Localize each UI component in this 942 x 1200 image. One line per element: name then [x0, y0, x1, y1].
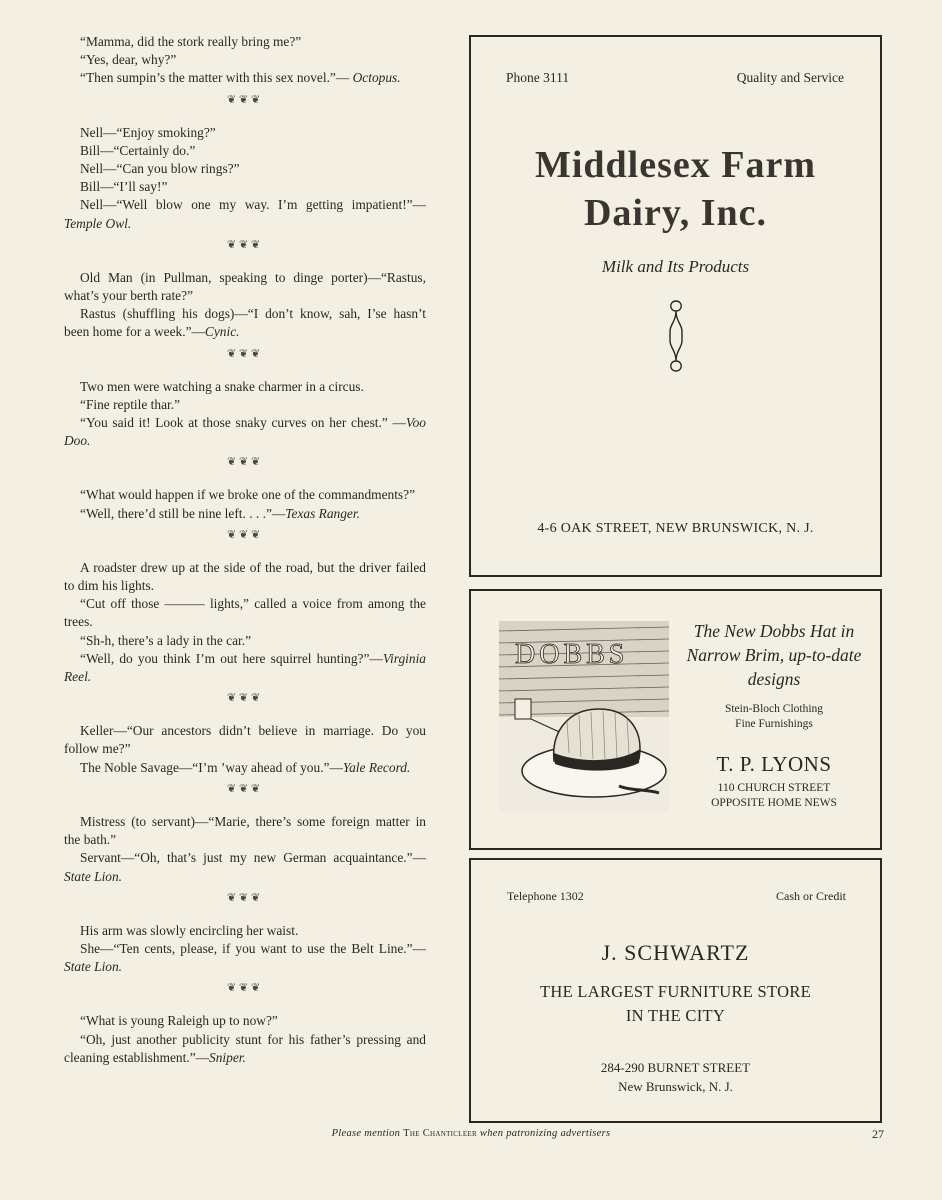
joke-line: Mistress (to servant)—“Marie, there’s some foreign matter in the bath.”	[64, 813, 426, 848]
joke-line: “Fine reptile thar.”	[80, 396, 181, 412]
jokes-column	[64, 33, 426, 1067]
schwartz-slogan: THE LARGEST FURNITURE STORE IN THE CITY	[539, 982, 812, 1025]
joke-line: Keller—“Our ancestors didn’t believe in marriage. Do you follow me?”	[64, 723, 426, 757]
svg-text:DOBBS: DOBBS	[515, 639, 629, 670]
joke	[64, 922, 426, 977]
joke-source: Sniper.	[209, 1049, 246, 1065]
joke-source: Octopus.	[352, 70, 401, 86]
joke-line: “You said it! Look at those snaky curves on her chest.” —Voo Doo.	[64, 415, 426, 449]
joke-line: “Well, do you think I’m out here squirrel hunting?”—Virginia Reel.	[64, 650, 426, 685]
ornament-separator	[64, 983, 426, 997]
ornament-separator	[64, 893, 426, 907]
joke-source: State Lion.	[64, 868, 123, 884]
ornament-separator	[64, 457, 426, 471]
joke	[64, 269, 426, 342]
joke	[64, 378, 426, 451]
joke	[64, 486, 426, 522]
joke	[64, 722, 426, 777]
joke-line: Nell—“Enjoy smoking?”	[80, 124, 216, 140]
scroll-ornament-icon	[661, 297, 691, 375]
joke	[64, 124, 426, 233]
lyons-advertisement	[469, 589, 882, 850]
ornament-separator	[64, 784, 426, 798]
dairy-phone: Phone 3111	[506, 70, 570, 85]
joke-line: “Mamma, did the stork really bring me?”	[80, 34, 302, 49]
dairy-name: Middlesex Farm Dairy, Inc.	[534, 144, 816, 234]
joke-line: A roadster drew up at the side of the road, but the driver failed to dim his lights.	[64, 559, 426, 594]
joke-line: “Well, there’d still be nine left. . . .”—Texas Ranger.	[80, 505, 360, 521]
joke-line: Servant—“Oh, that’s just my new German acquaintance.”—State Lion.	[64, 850, 426, 884]
joke-line: Bill—“Certainly do.”	[80, 142, 196, 158]
dairy-address: 4-6 OAK STREET, NEW BRUNSWICK, N. J.	[537, 521, 814, 536]
joke-line: She—“Ten cents, please, if you want to use the Belt Line.”—State Lion.	[64, 940, 426, 975]
lyons-text-block	[671, 619, 877, 811]
joke-source: Yale Record.	[342, 759, 411, 775]
lyons-store-name: T. P. LYONS	[716, 752, 832, 776]
joke-source: Virginia Reel.	[64, 650, 426, 685]
joke-line: Bill—“I’ll say!”	[80, 179, 168, 195]
joke-line: “What would happen if we broke one of the commandments?”	[80, 487, 416, 503]
joke-source: Voo Doo.	[64, 415, 426, 449]
schwartz-address: 284-290 BURNET STREET New Brunswick, N. J.	[600, 1060, 751, 1094]
joke-source: Cynic.	[204, 324, 240, 340]
joke-line: “What is young Raleigh up to now?”	[80, 1013, 278, 1029]
ornament-separator	[64, 693, 426, 707]
joke-source: Texas Ranger.	[285, 505, 360, 521]
ornament-separator	[64, 349, 426, 363]
joke-line: The Noble Savage—“I’m ’way ahead of you.”—Yale Record.	[80, 759, 411, 775]
ornament-separator	[64, 95, 426, 109]
joke-line: “Cut off those ——— lights,” called a voice from among the trees.	[64, 596, 426, 630]
joke-source: Temple Owl.	[64, 215, 132, 231]
lyons-address: 110 CHURCH STREET OPPOSITE HOME NEWS	[711, 782, 837, 809]
joke	[64, 33, 426, 88]
lyons-clothing: Stein-Bloch Clothing Fine Furnishings	[724, 703, 824, 730]
joke-line: His arm was slowly encircling her waist.	[80, 922, 299, 938]
joke-line: Old Man (in Pullman, speaking to dinge porter)—“Rastus, what’s your berth rate?”	[64, 269, 426, 304]
schwartz-phone: Telephone 1302	[507, 889, 584, 903]
dobbs-hat-illustration	[499, 621, 669, 811]
schwartz-name: J. SCHWARTZ	[601, 940, 750, 965]
joke-line: Nell—“Can you blow rings?”	[80, 161, 240, 177]
joke-line: “Sh-h, there’s a lady in the car.”	[80, 632, 252, 648]
dairy-advertisement	[469, 35, 882, 577]
joke-line: “Then sumpin’s the matter with this sex novel.”— Octopus.	[80, 70, 401, 86]
ornament-separator	[64, 530, 426, 544]
joke-line: Rastus (shuffling his dogs)—“I don’t know, sah, I’se hasn’t been home for a week.”—Cynic.	[64, 306, 426, 340]
dairy-quality: Quality and Service	[736, 70, 844, 85]
schwartz-terms: Cash or Credit	[776, 889, 846, 903]
joke-source: State Lion.	[64, 959, 123, 975]
schwartz-advertisement	[469, 858, 882, 1123]
joke-line: “Oh, just another publicity stunt for his father’s pressing and cleaning establishment.”—Sniper.	[64, 1031, 426, 1065]
joke-line: Two men were watching a snake charmer in a circus.	[80, 378, 364, 394]
joke	[64, 559, 426, 686]
joke	[64, 1012, 426, 1067]
joke-line: Nell—“Well blow one my way. I’m getting impatient!”—Temple Owl.	[64, 197, 426, 231]
page-footer: Please mention The Chanticleer when patronizing advertisers	[331, 1128, 611, 1139]
page-number: 27	[872, 1127, 884, 1141]
dairy-tagline: Milk and Its Products	[601, 257, 750, 276]
ornament-separator	[64, 240, 426, 254]
dobbs-headline: The New Dobbs Hat in Narrow Brim, up-to-date designs	[686, 621, 862, 689]
joke	[64, 813, 426, 886]
joke-line: “Yes, dear, why?”	[80, 52, 177, 68]
